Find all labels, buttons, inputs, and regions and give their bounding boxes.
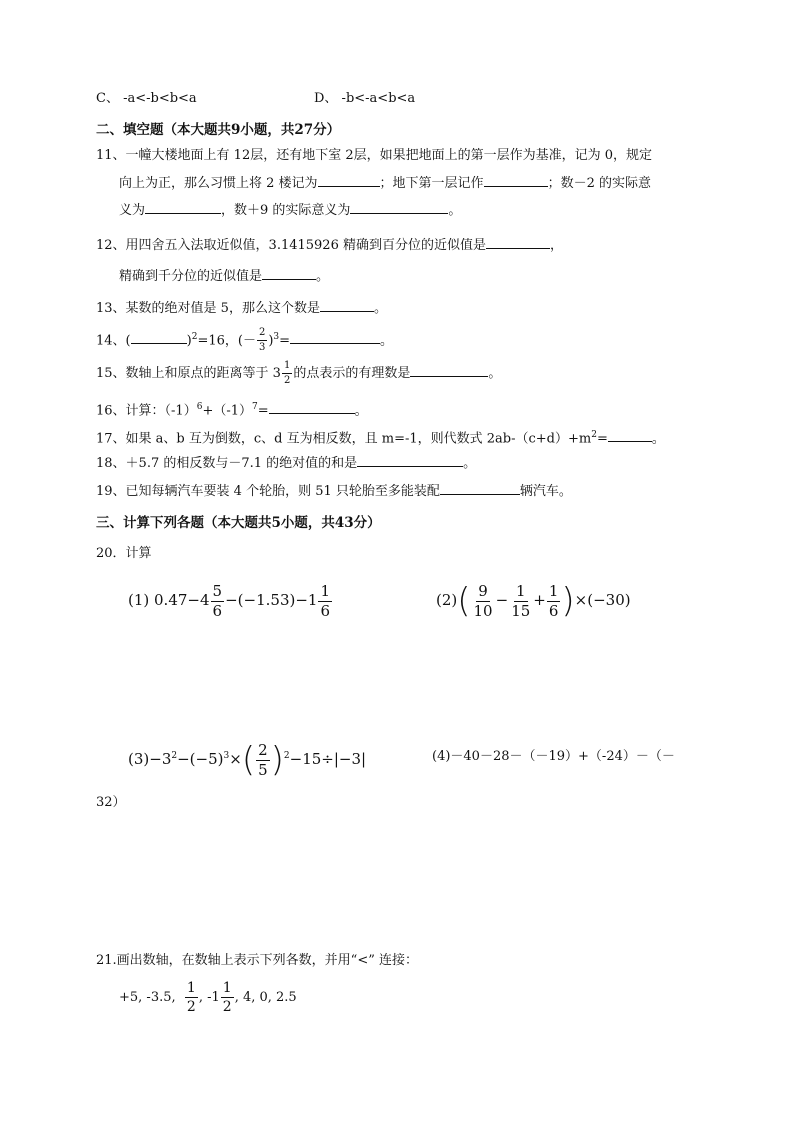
q11-text: ；地下第一层记作 — [379, 176, 484, 191]
q20-part1-fraction-1 — [211, 581, 225, 620]
q20-part2-text: (2) — [436, 591, 458, 609]
q11-text: 。 — [448, 203, 462, 218]
section-2-heading: 二、填空题（本大题共9小题，共27分） — [96, 122, 341, 138]
q16-text: +（-1） — [202, 403, 253, 419]
q11-line1: 11、一幢大楼地面上有 12层，还有地下室 2层，如果把地面上的第一层作为基准，记为 0，规定 — [96, 148, 653, 163]
q14-text: 。 — [380, 333, 394, 349]
option-d: D、 -b<-a<b<a — [314, 91, 416, 106]
q19-text: 辆汽车。 — [519, 484, 572, 499]
q20-numerator: 9 — [478, 581, 488, 600]
q13 — [96, 298, 387, 318]
q11-text: ，数＋9 的实际意义为 — [221, 203, 351, 218]
q14-numerator: 2 — [257, 328, 267, 341]
q20-part4-continued: 32） — [96, 795, 126, 810]
q20-part1-text: −4 — [187, 591, 210, 609]
right-paren: ) — [561, 581, 575, 621]
q16-exponent: 6 — [196, 402, 203, 412]
q20-denominator: 10 — [473, 601, 493, 620]
q20-exponent: 2 — [283, 751, 290, 761]
q20-numerator: 1 — [515, 581, 526, 600]
q11-line3 — [119, 200, 461, 220]
q16-text: 。 — [354, 403, 368, 419]
q11-text: ；数－2 的实际意 — [547, 176, 651, 191]
q21-denominator: 2 — [222, 999, 232, 1015]
q12-line2 — [119, 266, 329, 286]
q11-text: 向上为正，那么习惯上将 2 楼记为 — [119, 176, 318, 191]
q11-blank-3[interactable] — [145, 200, 221, 214]
q20-numerator: 1 — [548, 581, 559, 600]
q17-text: 17、如果 a、b 互为倒数，c、d 互为相反数，且 m=-1，则代数式 2ab-（c+d）+m — [96, 431, 592, 447]
q15-text: 15、数轴上和原点的距离等于 3 — [96, 366, 281, 381]
left-paren: ( — [241, 740, 256, 780]
q19-text: 19、已知每辆汽车要装 4 个轮胎，则 51 只轮胎至多能装配 — [96, 484, 440, 499]
option-c: C、 -a<-b<b<a — [96, 91, 197, 106]
q12-blank-2[interactable] — [262, 266, 316, 280]
left-paren: ( — [457, 581, 471, 621]
q11-blank-4[interactable] — [350, 200, 448, 214]
q21-text: +5, -3.5, — [119, 990, 176, 1005]
q20-exponent: 3 — [223, 751, 230, 761]
q15-text: 的点表示的有理数是 — [293, 366, 411, 381]
q20-part3-text: −15÷|−3| — [289, 750, 367, 768]
q20-denominator: 5 — [258, 760, 268, 779]
q17-blank[interactable] — [608, 428, 652, 442]
q14 — [96, 324, 393, 354]
q21-numbers — [119, 978, 297, 1018]
q20-part3-text: −(−5) — [177, 750, 224, 768]
section-3-heading: 三、计算下列各题（本大题共5小题，共43分） — [96, 515, 381, 531]
q20-part3-text: −3 — [149, 750, 172, 768]
q14-denominator: 3 — [258, 342, 266, 354]
q21-title: 21.画出数轴，在数轴上表示下列各数，并用“<” 连接： — [96, 953, 418, 968]
q11-text: 义为 — [119, 203, 146, 218]
q20-part1-text: −(−1.53)−1 — [225, 591, 318, 609]
q12-line1 — [96, 235, 563, 255]
q11-blank-2[interactable] — [484, 173, 548, 187]
q20-part4: (4)－40－28－（－19）+（-24）－（－ — [432, 749, 675, 764]
q21-text: , 4, 0, 2.5 — [234, 990, 297, 1005]
q20-part2-text: − — [495, 591, 509, 609]
q11-blank-1[interactable] — [318, 173, 380, 187]
q20-part1-text: (1) 0.47 — [128, 591, 188, 609]
q14-text: =16，(－ — [197, 333, 256, 349]
q20-numerator: 1 — [320, 581, 330, 600]
q17-text: = — [596, 431, 608, 447]
q12-blank-1[interactable] — [486, 235, 550, 249]
q20-part2-fraction-2 — [509, 581, 532, 620]
q21-numerator: 1 — [222, 980, 232, 996]
q21-fraction-2 — [221, 981, 234, 1014]
q13-text: 13、某数的绝对值是 5，那么这个数是 — [96, 301, 320, 316]
q16-blank[interactable] — [269, 400, 355, 414]
q14-exponent: 2 — [191, 332, 198, 342]
q20-part2 — [436, 580, 631, 620]
q14-text: 14、( — [96, 333, 131, 349]
q20-part2-fraction-3 — [547, 581, 561, 620]
q16-exponent: 7 — [252, 402, 258, 412]
q20-part2-fraction-1 — [472, 581, 495, 620]
q15-numerator: 1 — [282, 361, 292, 374]
q19-blank[interactable] — [440, 481, 520, 495]
q15-text: 。 — [488, 366, 502, 381]
q18-text: 18、＋5.7 的相反数与－7.1 的绝对值的和是 — [96, 456, 358, 471]
q20-part3-fraction — [256, 740, 270, 779]
q14-text: ) — [186, 333, 192, 349]
q18-text: 。 — [463, 456, 477, 471]
q20-part1 — [128, 580, 333, 620]
q12-text: 精确到千分位的近似值是 — [119, 269, 263, 284]
q12-text: 12、用四舍五入法取近似值，3.1415926 精确到百分位的近似值是 — [96, 238, 486, 253]
q14-blank-2[interactable] — [290, 330, 380, 344]
q18-blank[interactable] — [357, 453, 463, 467]
q20-numerator: 2 — [258, 740, 268, 759]
right-paren: ) — [270, 740, 284, 780]
q14-fraction — [257, 328, 267, 353]
q20-title: 20．计算 — [96, 546, 152, 561]
q12-text: ， — [549, 238, 563, 253]
q16-text: 16、计算：（-1） — [96, 403, 197, 419]
q17-exponent: 2 — [591, 430, 597, 440]
q13-blank[interactable] — [320, 298, 374, 312]
q20-denominator: 6 — [212, 601, 223, 620]
q11-line2 — [119, 173, 651, 193]
q13-text: 。 — [373, 301, 387, 316]
q18 — [96, 453, 476, 473]
q20-denominator: 6 — [548, 601, 559, 620]
q14-text: ) — [268, 333, 274, 349]
q19 — [96, 481, 572, 501]
q20-denominator: 6 — [320, 601, 330, 620]
q16-text: = — [257, 403, 269, 419]
q21-numerator: 1 — [186, 980, 196, 996]
q14-exponent: 3 — [273, 332, 280, 342]
q20-numerator: 5 — [212, 581, 223, 600]
q21-fraction-1 — [185, 981, 198, 1014]
q15-denominator: 2 — [283, 375, 291, 386]
q15-fraction — [282, 361, 292, 386]
q12-text: 。 — [316, 269, 330, 284]
q20-part3 — [128, 736, 366, 779]
q21-text: , -1 — [198, 990, 220, 1005]
q20-part2-text: + — [533, 591, 546, 609]
q20-part2-text: ×(−30) — [574, 591, 631, 609]
q20-part3-text: × — [229, 750, 242, 768]
q14-blank-1[interactable] — [131, 330, 187, 344]
q14-text: = — [279, 333, 291, 349]
q20-part1-fraction-2 — [318, 581, 332, 620]
q20-part3-text: (3) — [128, 750, 150, 768]
q17 — [96, 426, 665, 448]
q20-denominator: 15 — [511, 601, 531, 620]
q16 — [96, 398, 368, 420]
q20-exponent: 2 — [171, 751, 178, 761]
q15-blank[interactable] — [410, 363, 488, 377]
q15 — [96, 361, 501, 387]
q17-text: 。 — [651, 431, 665, 447]
q21-denominator: 2 — [186, 999, 196, 1015]
